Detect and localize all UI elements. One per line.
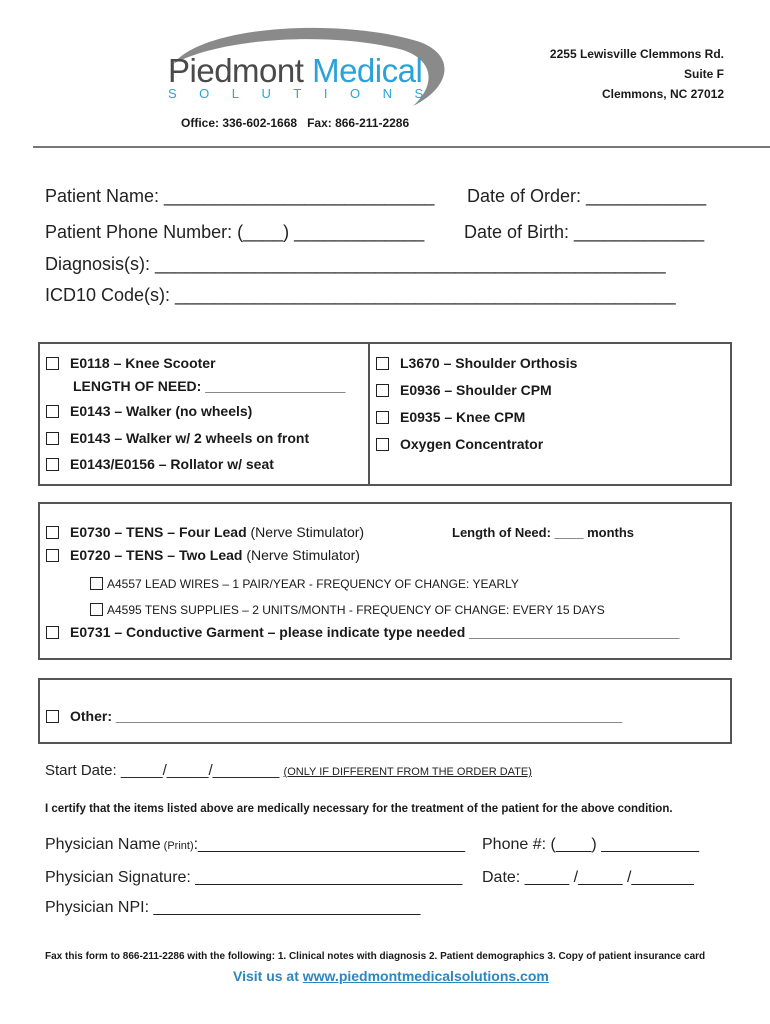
company-address: 2255 Lewisville Clemmons Rd. Suite F Clemmons, NC 27012 [549,47,724,101]
date-of-order-field[interactable]: Date of Order: ____________ [467,186,707,206]
checkbox[interactable] [376,411,389,424]
checkbox[interactable] [376,357,389,370]
fax-instructions: Fax this form to 866-211-2286 with the following: 1. Clinical notes with diagnosis 2. Patient demographics 3. Copy of patient insurance card [45,951,706,962]
physician-name-field[interactable]: Physician Name (Print):______________________________ [45,836,466,853]
signature-date-field[interactable]: Date: _____ /_____ /_______ [482,869,694,886]
physician-npi-field[interactable]: Physician NPI: ______________________________ [45,899,421,916]
start-date-note: (ONLY IF DIFFERENT FROM THE ORDER DATE) [283,766,532,778]
website-link[interactable]: www.piedmontmedicalsolutions.com [302,968,549,984]
item-a4595[interactable]: A4595 TENS SUPPLIES – 2 UNITS/MONTH - FREQUENCY OF CHANGE: EVERY 15 DAYS [90,603,605,617]
item-e0118[interactable]: E0118 – Knee Scooter [46,355,216,371]
diagnosis-field[interactable]: Diagnosis(s): ___________________________________________________ [45,254,666,274]
item-oxygen[interactable]: Oxygen Concentrator [376,436,543,452]
physician-signature-field[interactable]: Physician Signature: ______________________________ [45,869,463,886]
item-e0935[interactable]: E0935 – Knee CPM [376,409,525,425]
website-line: Visit us at www.piedmontmedicalsolutions.com [233,968,549,984]
item-e0143-walker-wheels[interactable]: E0143 – Walker w/ 2 wheels on front [46,430,309,446]
item-e0720[interactable]: E0720 – TENS – Two Lead (Nerve Stimulator) [46,547,360,563]
physician-phone-field[interactable]: Phone #: (____) ___________ [482,836,700,853]
office-phone: Office: 336-602-1668 [181,116,298,130]
checkbox[interactable] [376,384,389,397]
office-contact [181,116,409,130]
header-divider [33,146,770,148]
icd10-field[interactable]: ICD10 Code(s): __________________________________________________ [45,285,676,305]
item-e0143-walker[interactable]: E0143 – Walker (no wheels) [46,403,252,419]
checkbox[interactable] [46,626,59,639]
length-of-need-line[interactable]: LENGTH OF NEED: __________________ [73,378,346,394]
item-e0936[interactable]: E0936 – Shoulder CPM [376,382,552,398]
item-l3670[interactable]: L3670 – Shoulder Orthosis [376,355,577,371]
patient-name-field[interactable]: Patient Name: ___________________________ [45,186,435,206]
item-a4557[interactable]: A4557 LEAD WIRES – 1 PAIR/YEAR - FREQUENCY OF CHANGE: YEARLY [90,577,519,591]
certification-statement: I certify that the items listed above are medically necessary for the treatment of the patient for the above condition. [45,803,673,815]
checkbox[interactable] [90,603,103,616]
item-e0730[interactable]: E0730 – TENS – Four Lead (Nerve Stimulator) [46,524,364,540]
patient-phone-field[interactable]: Patient Phone Number: (____) _____________ [45,222,425,242]
item-e0731[interactable]: E0731 – Conductive Garment – please indicate type needed ___________________________ [46,624,679,640]
office-fax: Fax: 866-211-2286 [307,116,410,130]
checkbox[interactable] [46,432,59,445]
item-e0143-rollator[interactable]: E0143/E0156 – Rollator w/ seat [46,456,274,472]
checkbox[interactable] [46,549,59,562]
equipment-box-divider [368,342,370,486]
logo-subtitle: SOLUTIONS [168,86,446,101]
checkbox[interactable] [46,458,59,471]
logo-text: Piedmont Medical [168,52,423,89]
item-other[interactable]: Other: _________________________________________________________________ [46,708,622,724]
tens-length-of-need[interactable]: Length of Need: ____ months [452,525,635,540]
checkbox[interactable] [46,357,59,370]
checkbox[interactable] [46,405,59,418]
start-date-field[interactable]: Start Date: _____/_____/________ (ONLY IF DIFFERENT FROM THE ORDER DATE) [45,762,532,779]
checkbox[interactable] [376,438,389,451]
checkbox[interactable] [46,710,59,723]
checkbox[interactable] [90,577,103,590]
date-of-birth-field[interactable]: Date of Birth: _____________ [464,222,705,242]
checkbox[interactable] [46,526,59,539]
